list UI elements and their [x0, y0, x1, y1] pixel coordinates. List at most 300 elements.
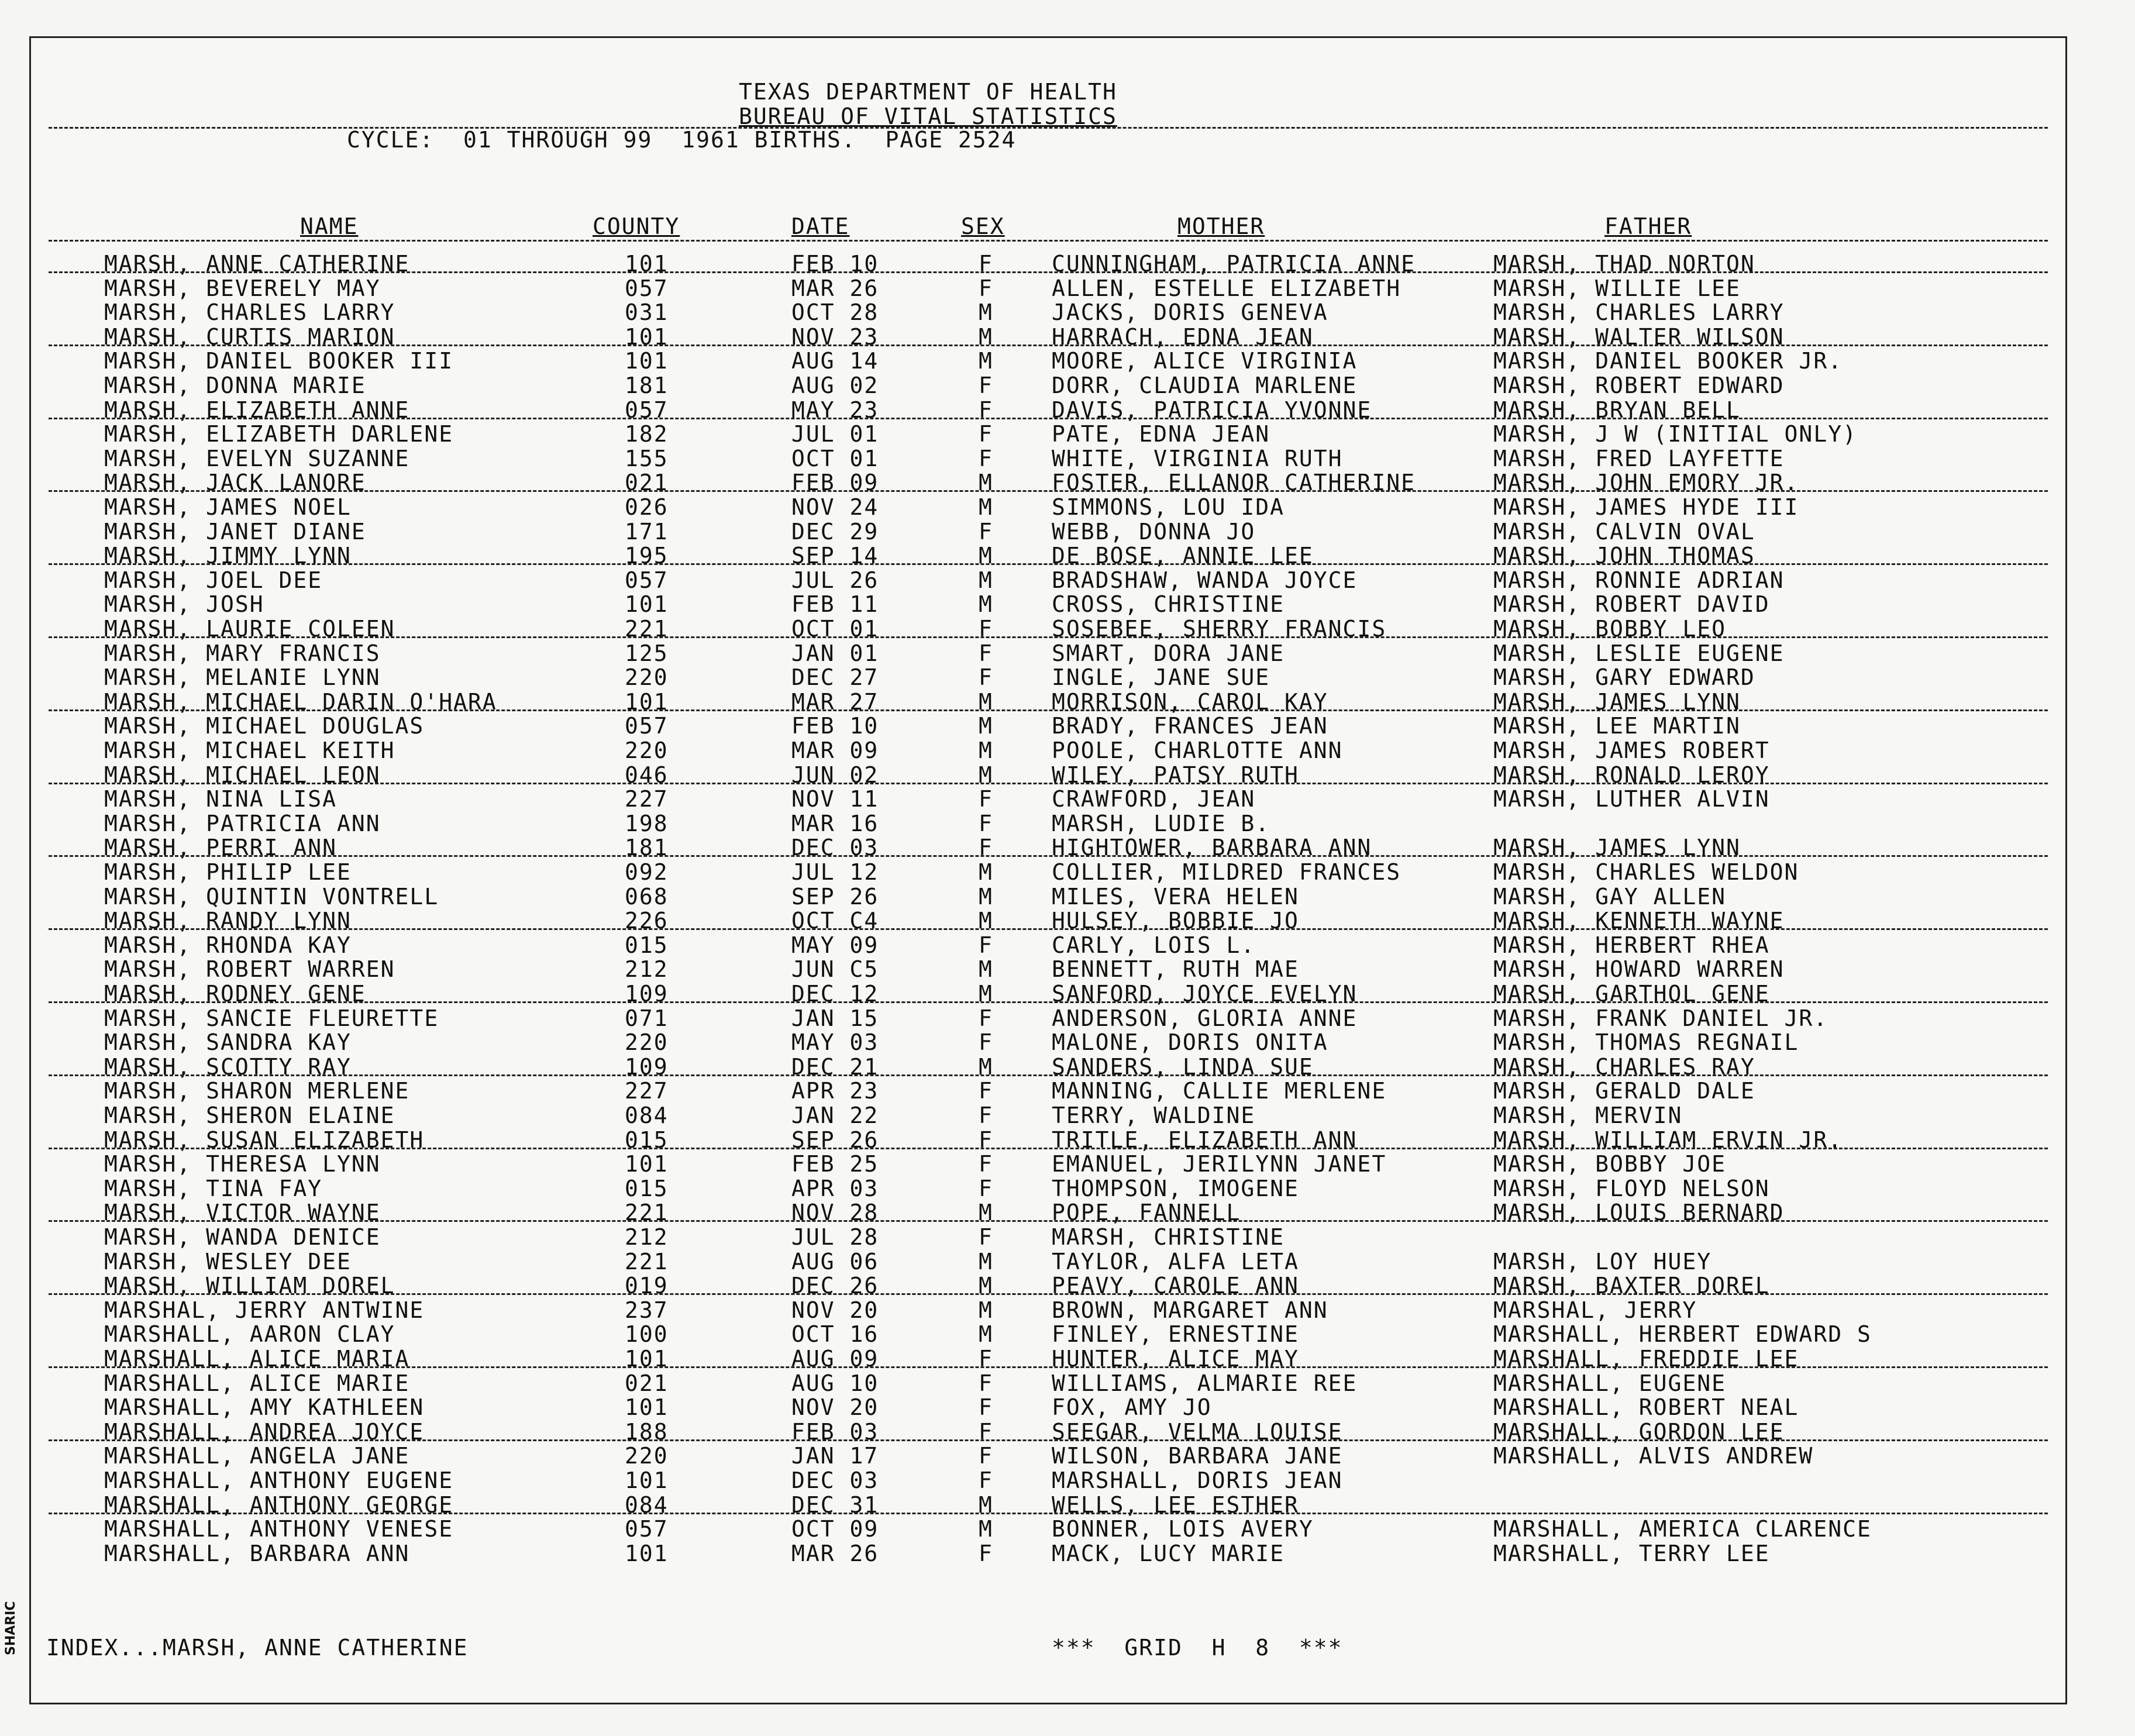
cell-date: DEC 27 — [791, 664, 879, 691]
cell-name: MARSH, QUINTIN VONTRELL — [104, 883, 439, 910]
table-row — [31, 1249, 2065, 1274]
cell-name: MARSH, PATRICIA ANN — [104, 810, 381, 836]
cell-sex: M — [979, 1321, 993, 1348]
cell-father: MARSH, LEE MARTIN — [1493, 713, 1741, 739]
cell-sex: M — [979, 1273, 993, 1299]
cell-sex: F — [979, 640, 993, 666]
cell-sex: F — [979, 1175, 993, 1201]
cell-name: MARSH, SCOTTY RAY — [104, 1053, 352, 1080]
cell-county: 057 — [625, 397, 669, 423]
cell-sex: F — [979, 1127, 993, 1153]
cell-name: MARSH, DONNA MARIE — [104, 373, 366, 398]
cell-county: 084 — [625, 1103, 669, 1128]
cell-county: 101 — [625, 1468, 669, 1493]
row-divider — [49, 1074, 2048, 1076]
cell-name: MARSHALL, ALICE MARIA — [104, 1346, 410, 1372]
cell-father: MARSHALL, TERRY LEE — [1493, 1540, 1770, 1566]
cell-name: MARSHALL, ANTHONY GEORGE — [104, 1492, 454, 1518]
cell-name: MARSH, ROBERT WARREN — [104, 956, 395, 983]
cell-name: MARSH, PHILIP LEE — [104, 859, 352, 885]
cell-father: MARSH, CHARLES WELDON — [1493, 859, 1799, 885]
cell-county: 015 — [625, 932, 669, 958]
cell-mother: MARSHALL, DORIS JEAN — [1052, 1468, 1343, 1493]
cell-sex: F — [979, 1005, 993, 1031]
cell-sex: M — [979, 1053, 993, 1080]
table-row — [31, 641, 2065, 666]
cell-father: MARSHAL, JERRY — [1493, 1297, 1697, 1323]
cell-name: MARSH, ELIZABETH DARLENE — [104, 421, 454, 447]
row-divider — [49, 928, 2048, 930]
cell-father: MARSH, MERVIN — [1493, 1103, 1683, 1128]
cell-mother: SEEGAR, VELMA LOUISE — [1052, 1418, 1343, 1445]
cell-sex: F — [979, 616, 993, 642]
cell-mother: COLLIER, MILDRED FRANCES — [1052, 859, 1401, 885]
cell-date: DEC 31 — [791, 1492, 879, 1518]
cell-father: MARSH, GAY ALLEN — [1493, 883, 1727, 910]
row-divider — [49, 1293, 2048, 1295]
cell-mother: ALLEN, ESTELLE ELIZABETH — [1052, 275, 1401, 301]
column-header-sex: SEX — [961, 213, 1005, 239]
index-label: INDEX...MARSH, ANNE CATHERINE — [46, 1635, 469, 1661]
cell-sex: M — [979, 713, 993, 739]
cell-father: MARSH, BOBBY JOE — [1493, 1151, 1727, 1177]
cell-sex: M — [979, 1248, 993, 1275]
cell-mother: SOSEBEE, SHERRY FRANCIS — [1052, 616, 1387, 642]
cell-county: 220 — [625, 1029, 669, 1056]
cell-date: JUL 01 — [791, 421, 879, 447]
table-row — [31, 665, 2065, 690]
table-row — [31, 1176, 2065, 1201]
cell-sex: M — [979, 543, 993, 569]
table-row — [31, 1541, 2065, 1566]
column-header-date: DATE — [791, 213, 850, 239]
cell-father: MARSH, FRED LAYFETTE — [1493, 445, 1785, 471]
cell-sex: F — [979, 835, 993, 861]
cell-date: MAY 09 — [791, 932, 879, 958]
table-row — [31, 884, 2065, 909]
cell-date: AUG 09 — [791, 1346, 879, 1372]
cell-sex: F — [979, 1346, 993, 1372]
cell-father: MARSH, BOBBY LEO — [1493, 616, 1727, 642]
cell-mother: BONNER, LOIS AVERY — [1052, 1516, 1314, 1542]
cell-father: MARSHALL, EUGENE — [1493, 1370, 1727, 1396]
cell-father: MARSH, RONALD LEROY — [1493, 762, 1770, 788]
table-row — [31, 1103, 2065, 1128]
cell-mother: SANDERS, LINDA SUE — [1052, 1053, 1314, 1080]
cell-mother: MALONE, DORIS ONITA — [1052, 1029, 1328, 1056]
cell-mother: ANDERSON, GLORIA ANNE — [1052, 1005, 1358, 1031]
table-row — [31, 1395, 2065, 1420]
cell-father: MARSH, JOHN THOMAS — [1493, 543, 1755, 569]
table-row — [31, 714, 2065, 738]
cell-mother: MACK, LUCY MARIE — [1052, 1540, 1285, 1566]
cell-name: MARSH, ANNE CATHERINE — [104, 251, 410, 277]
row-divider — [49, 1220, 2048, 1222]
cell-county: 101 — [625, 323, 669, 350]
cell-name: MARSH, SHERON ELAINE — [104, 1103, 395, 1128]
cell-date: FEB 10 — [791, 251, 879, 277]
row-divider — [49, 271, 2048, 273]
table-row — [31, 1006, 2065, 1031]
cell-county: 071 — [625, 1005, 669, 1031]
cell-mother: TERRY, WALDINE — [1052, 1103, 1256, 1128]
table-row — [31, 1225, 2065, 1249]
cell-sex: F — [979, 445, 993, 471]
table-row — [31, 811, 2065, 836]
row-divider — [49, 345, 2048, 346]
cell-date: NOV 20 — [791, 1297, 879, 1323]
cell-mother: CUNNINGHAM, PATRICIA ANNE — [1052, 251, 1416, 277]
cell-sex: M — [979, 494, 993, 520]
cell-name: MARSH, EVELYN SUZANNE — [104, 445, 410, 471]
cell-father: MARSH, GARY EDWARD — [1493, 664, 1755, 691]
cell-county: 084 — [625, 1492, 669, 1518]
column-header-mother: MOTHER — [1177, 213, 1265, 239]
cell-name: MARSH, TINA FAY — [104, 1175, 323, 1201]
cell-county: 015 — [625, 1175, 669, 1201]
cell-sex: F — [979, 1394, 993, 1421]
cell-date: NOV 20 — [791, 1394, 879, 1421]
cell-date: DEC 26 — [791, 1273, 879, 1299]
cell-county: 226 — [625, 908, 669, 934]
cell-county: 220 — [625, 664, 669, 691]
cell-date: DEC 03 — [791, 1468, 879, 1493]
cell-father: MARSHALL, FREDDIE LEE — [1493, 1346, 1799, 1372]
cell-date: JUL 12 — [791, 859, 879, 885]
table-row — [31, 446, 2065, 471]
cell-date: NOV 11 — [791, 786, 879, 812]
cell-date: JAN 01 — [791, 640, 879, 666]
table-row — [31, 276, 2065, 301]
row-divider — [49, 418, 2048, 419]
column-header-county: COUNTY — [593, 213, 680, 239]
side-stamp: SHARIC — [4, 1601, 18, 1655]
cell-father: MARSHALL, GORDON LEE — [1493, 1418, 1785, 1445]
table-row — [31, 300, 2065, 325]
cell-father: MARSH, LUTHER ALVIN — [1493, 786, 1770, 812]
cell-sex: F — [979, 1370, 993, 1396]
department-title: TEXAS DEPARTMENT OF HEALTH — [739, 79, 1117, 105]
cell-mother: HUNTER, ALICE MAY — [1052, 1346, 1299, 1372]
cell-date: DEC 03 — [791, 835, 879, 861]
cell-date: SEP 26 — [791, 883, 879, 910]
cell-father: MARSH, CALVIN OVAL — [1493, 518, 1755, 545]
cell-name: MARSHALL, ANDREA JOYCE — [104, 1418, 425, 1445]
cell-father: MARSHALL, ROBERT NEAL — [1493, 1394, 1799, 1421]
cell-sex: M — [979, 883, 993, 910]
cell-name: MARSH, NINA LISA — [104, 786, 338, 812]
cell-county: 068 — [625, 883, 669, 910]
column-header-divider — [49, 240, 2048, 242]
cell-name: MARSH, VICTOR WAYNE — [104, 1200, 381, 1226]
cell-father: MARSH, JAMES LYNN — [1493, 835, 1741, 861]
cell-county: 101 — [625, 688, 669, 715]
cell-father: MARSH, WILLIE LEE — [1493, 275, 1741, 301]
document-page — [29, 36, 2067, 1704]
cell-sex: M — [979, 1297, 993, 1323]
row-divider — [49, 636, 2048, 638]
cell-mother: BROWN, MARGARET ANN — [1052, 1297, 1328, 1323]
cell-county: 220 — [625, 1443, 669, 1469]
cell-sex: M — [979, 470, 993, 496]
cell-name: MARSH, LAURIE COLEEN — [104, 616, 395, 642]
cell-county: 181 — [625, 835, 669, 861]
cell-father: MARSH, J W (INITIAL ONLY) — [1493, 421, 1857, 447]
cycle-line: CYCLE: 01 THROUGH 99 1961 BIRTHS. PAGE 2524 — [347, 127, 1017, 153]
row-divider — [49, 1001, 2048, 1003]
cell-name: MARSH, CHARLES LARRY — [104, 299, 395, 326]
cell-mother: PATE, EDNA JEAN — [1052, 421, 1270, 447]
cell-mother: DORR, CLAUDIA MARLENE — [1052, 373, 1358, 398]
table-row — [31, 422, 2065, 446]
cell-date: MAR 26 — [791, 275, 879, 301]
cell-county: 195 — [625, 543, 669, 569]
cell-county: 188 — [625, 1418, 669, 1445]
table-row — [31, 1468, 2065, 1493]
cell-date: JUN 02 — [791, 762, 879, 788]
cell-mother: MARSH, LUDIE B. — [1052, 810, 1270, 836]
cell-father: MARSH, LESLIE EUGENE — [1493, 640, 1785, 666]
cell-sex: F — [979, 786, 993, 812]
cell-date: FEB 03 — [791, 1418, 879, 1445]
cell-father: MARSH, THOMAS REGNAIL — [1493, 1029, 1799, 1056]
cell-name: MARSHALL, ALICE MARIE — [104, 1370, 410, 1396]
cell-father: MARSH, ROBERT DAVID — [1493, 591, 1770, 618]
table-row — [31, 592, 2065, 616]
row-divider — [49, 490, 2048, 492]
table-row — [31, 957, 2065, 981]
cell-sex: F — [979, 1418, 993, 1445]
table-row — [31, 1079, 2065, 1103]
cell-county: 057 — [625, 275, 669, 301]
cell-name: MARSHALL, BARBARA ANN — [104, 1540, 410, 1566]
cell-date: NOV 28 — [791, 1200, 879, 1226]
cell-name: MARSH, JACK LANORE — [104, 470, 366, 496]
cell-date: MAR 26 — [791, 1540, 879, 1566]
cell-county: 015 — [625, 1127, 669, 1153]
cell-sex: M — [979, 762, 993, 788]
cell-mother: SANFORD, JOYCE EVELYN — [1052, 981, 1358, 1007]
cell-date: AUG 06 — [791, 1248, 879, 1275]
cell-mother: WILSON, BARBARA JANE — [1052, 1443, 1343, 1469]
cell-mother: FOSTER, ELLANOR CATHERINE — [1052, 470, 1416, 496]
table-row — [31, 519, 2065, 544]
cell-father: MARSHALL, ALVIS ANDREW — [1493, 1443, 1814, 1469]
cell-sex: M — [979, 591, 993, 618]
cell-father: MARSH, KENNETH WAYNE — [1493, 908, 1785, 934]
cell-sex: M — [979, 1492, 993, 1518]
cell-name: MARSH, MICHAEL DARIN O'HARA — [104, 688, 497, 715]
cell-name: MARSH, MARY FRANCIS — [104, 640, 381, 666]
cell-county: 109 — [625, 981, 669, 1007]
cell-father: MARSH, JAMES LYNN — [1493, 688, 1741, 715]
cell-father: MARSHALL, AMERICA CLARENCE — [1493, 1516, 1872, 1542]
cell-date: FEB 09 — [791, 470, 879, 496]
cell-county: 221 — [625, 1200, 669, 1226]
row-divider — [49, 563, 2048, 565]
cell-county: 221 — [625, 616, 669, 642]
cell-date: OCT 28 — [791, 299, 879, 326]
table-row — [31, 1152, 2065, 1176]
cell-mother: WHITE, VIRGINIA RUTH — [1052, 445, 1343, 471]
cell-mother: POPE, FANNELL — [1052, 1200, 1241, 1226]
cell-sex: M — [979, 323, 993, 350]
cell-county: 212 — [625, 956, 669, 983]
cell-county: 101 — [625, 1151, 669, 1177]
cell-mother: THOMPSON, IMOGENE — [1052, 1175, 1299, 1201]
cell-county: 171 — [625, 518, 669, 545]
cell-name: MARSH, MELANIE LYNN — [104, 664, 381, 691]
cell-date: OCT 01 — [791, 616, 879, 642]
table-row — [31, 1444, 2065, 1468]
cell-date: APR 23 — [791, 1078, 879, 1104]
cell-name: MARSH, MICHAEL KEITH — [104, 738, 395, 763]
cell-mother: MANNING, CALLIE MERLENE — [1052, 1078, 1387, 1104]
cell-mother: EMANUEL, JERILYNN JANET — [1052, 1151, 1387, 1177]
cell-sex: M — [979, 567, 993, 593]
cell-name: MARSH, MICHAEL DOUGLAS — [104, 713, 425, 739]
cell-father: MARSH, LOY HUEY — [1493, 1248, 1712, 1275]
cell-mother: BENNETT, RUTH MAE — [1052, 956, 1299, 983]
cell-date: NOV 23 — [791, 323, 879, 350]
row-divider — [49, 1148, 2048, 1149]
cell-date: DEC 21 — [791, 1053, 879, 1080]
column-header-name: NAME — [300, 213, 359, 239]
cell-sex: F — [979, 932, 993, 958]
row-divider — [49, 1366, 2048, 1368]
cell-name: MARSH, PERRI ANN — [104, 835, 338, 861]
cell-county: 019 — [625, 1273, 669, 1299]
cell-date: SEP 26 — [791, 1127, 879, 1153]
cell-county: 031 — [625, 299, 669, 326]
cell-name: MARSH, JAMES NOEL — [104, 494, 352, 520]
row-divider — [49, 855, 2048, 857]
cell-date: MAY 23 — [791, 397, 879, 423]
cell-name: MARSH, CURTIS MARION — [104, 323, 395, 350]
cell-sex: F — [979, 1224, 993, 1250]
cell-mother: PEAVY, CAROLE ANN — [1052, 1273, 1299, 1299]
cell-mother: BRADY, FRANCES JEAN — [1052, 713, 1328, 739]
cell-name: MARSH, JOEL DEE — [104, 567, 323, 593]
cell-county: 057 — [625, 567, 669, 593]
cell-sex: F — [979, 1029, 993, 1056]
cell-sex: F — [979, 1103, 993, 1128]
cell-name: MARSH, WANDA DENICE — [104, 1224, 381, 1250]
cell-county: 101 — [625, 1346, 669, 1372]
cell-county: 101 — [625, 348, 669, 374]
cell-county: 026 — [625, 494, 669, 520]
cell-sex: F — [979, 1078, 993, 1104]
cell-county: 227 — [625, 1078, 669, 1104]
cell-sex: M — [979, 908, 993, 934]
cell-date: OCT 09 — [791, 1516, 879, 1542]
cell-mother: WILEY, PATSY RUTH — [1052, 762, 1299, 788]
cell-county: 182 — [625, 421, 669, 447]
cell-father: MARSH, BAXTER DOREL — [1493, 1273, 1770, 1299]
cell-name: MARSH, BEVERELY MAY — [104, 275, 381, 301]
cell-father: MARSH, JAMES ROBERT — [1493, 738, 1770, 763]
cell-mother: MOORE, ALICE VIRGINIA — [1052, 348, 1358, 374]
cell-mother: HIGHTOWER, BARBARA ANN — [1052, 835, 1372, 861]
table-row — [31, 373, 2065, 398]
cell-father: MARSH, WALTER WILSON — [1493, 323, 1785, 350]
column-header-father: FATHER — [1604, 213, 1692, 239]
cell-date: JUL 26 — [791, 567, 879, 593]
cell-date: JUN C5 — [791, 956, 879, 983]
cell-mother: TAYLOR, ALFA LETA — [1052, 1248, 1299, 1275]
cell-father: MARSH, GERALD DALE — [1493, 1078, 1755, 1104]
cell-date: OCT 16 — [791, 1321, 879, 1348]
cell-mother: WEBB, DONNA JO — [1052, 518, 1256, 545]
cell-name: MARSH, SANDRA KAY — [104, 1029, 352, 1056]
cell-mother: MORRISON, CAROL KAY — [1052, 688, 1328, 715]
table-row — [31, 1517, 2065, 1541]
cell-father: MARSHALL, HERBERT EDWARD S — [1493, 1321, 1872, 1348]
cell-father: MARSH, CHARLES LARRY — [1493, 299, 1785, 326]
table-row — [31, 860, 2065, 884]
cell-name: MARSH, RHONDA KAY — [104, 932, 352, 958]
cell-county: 046 — [625, 762, 669, 788]
cell-county: 221 — [625, 1248, 669, 1275]
table-row — [31, 349, 2065, 373]
table-row — [31, 738, 2065, 763]
cell-date: MAR 09 — [791, 738, 879, 763]
cell-mother: SIMMONS, LOU IDA — [1052, 494, 1285, 520]
cell-mother: JACKS, DORIS GENEVA — [1052, 299, 1328, 326]
table-row — [31, 1322, 2065, 1346]
cell-sex: F — [979, 373, 993, 398]
cell-sex: F — [979, 421, 993, 447]
cell-mother: INGLE, JANE SUE — [1052, 664, 1270, 691]
cell-mother: POOLE, CHARLOTTE ANN — [1052, 738, 1343, 763]
cell-date: AUG 10 — [791, 1370, 879, 1396]
cell-mother: MILES, VERA HELEN — [1052, 883, 1299, 910]
cell-name: MARSH, JIMMY LYNN — [104, 543, 352, 569]
grid-label: *** GRID H 8 *** — [1052, 1635, 1343, 1661]
table-row — [31, 1371, 2065, 1396]
cell-date: OCT C4 — [791, 908, 879, 934]
cell-county: 220 — [625, 738, 669, 763]
cell-county: 198 — [625, 810, 669, 836]
cell-county: 237 — [625, 1297, 669, 1323]
cell-county: 101 — [625, 1540, 669, 1566]
cell-date: JUL 28 — [791, 1224, 879, 1250]
cell-sex: M — [979, 1200, 993, 1226]
cell-county: 101 — [625, 1394, 669, 1421]
cell-county: 227 — [625, 786, 669, 812]
cell-father: MARSH, JAMES HYDE III — [1493, 494, 1799, 520]
cell-sex: F — [979, 1540, 993, 1566]
cell-name: MARSH, WILLIAM DOREL — [104, 1273, 395, 1299]
cell-mother: HULSEY, BOBBIE JO — [1052, 908, 1299, 934]
row-divider — [49, 709, 2048, 711]
cell-mother: TRITLE, ELIZABETH ANN — [1052, 1127, 1358, 1153]
cell-father: MARSH, JOHN EMORY JR. — [1493, 470, 1799, 496]
cell-father: MARSH, LOUIS BERNARD — [1493, 1200, 1785, 1226]
cell-sex: M — [979, 738, 993, 763]
cell-sex: F — [979, 1443, 993, 1469]
cell-sex: M — [979, 348, 993, 374]
cell-name: MARSH, RANDY LYNN — [104, 908, 352, 934]
cell-name: MARSH, SANCIE FLEURETTE — [104, 1005, 439, 1031]
cell-date: MAR 27 — [791, 688, 879, 715]
cell-sex: M — [979, 981, 993, 1007]
cell-sex: M — [979, 688, 993, 715]
cell-date: AUG 14 — [791, 348, 879, 374]
cell-father: MARSH, HOWARD WARREN — [1493, 956, 1785, 983]
cell-name: MARSH, SUSAN ELIZABETH — [104, 1127, 425, 1153]
cell-name: MARSH, ELIZABETH ANNE — [104, 397, 410, 423]
